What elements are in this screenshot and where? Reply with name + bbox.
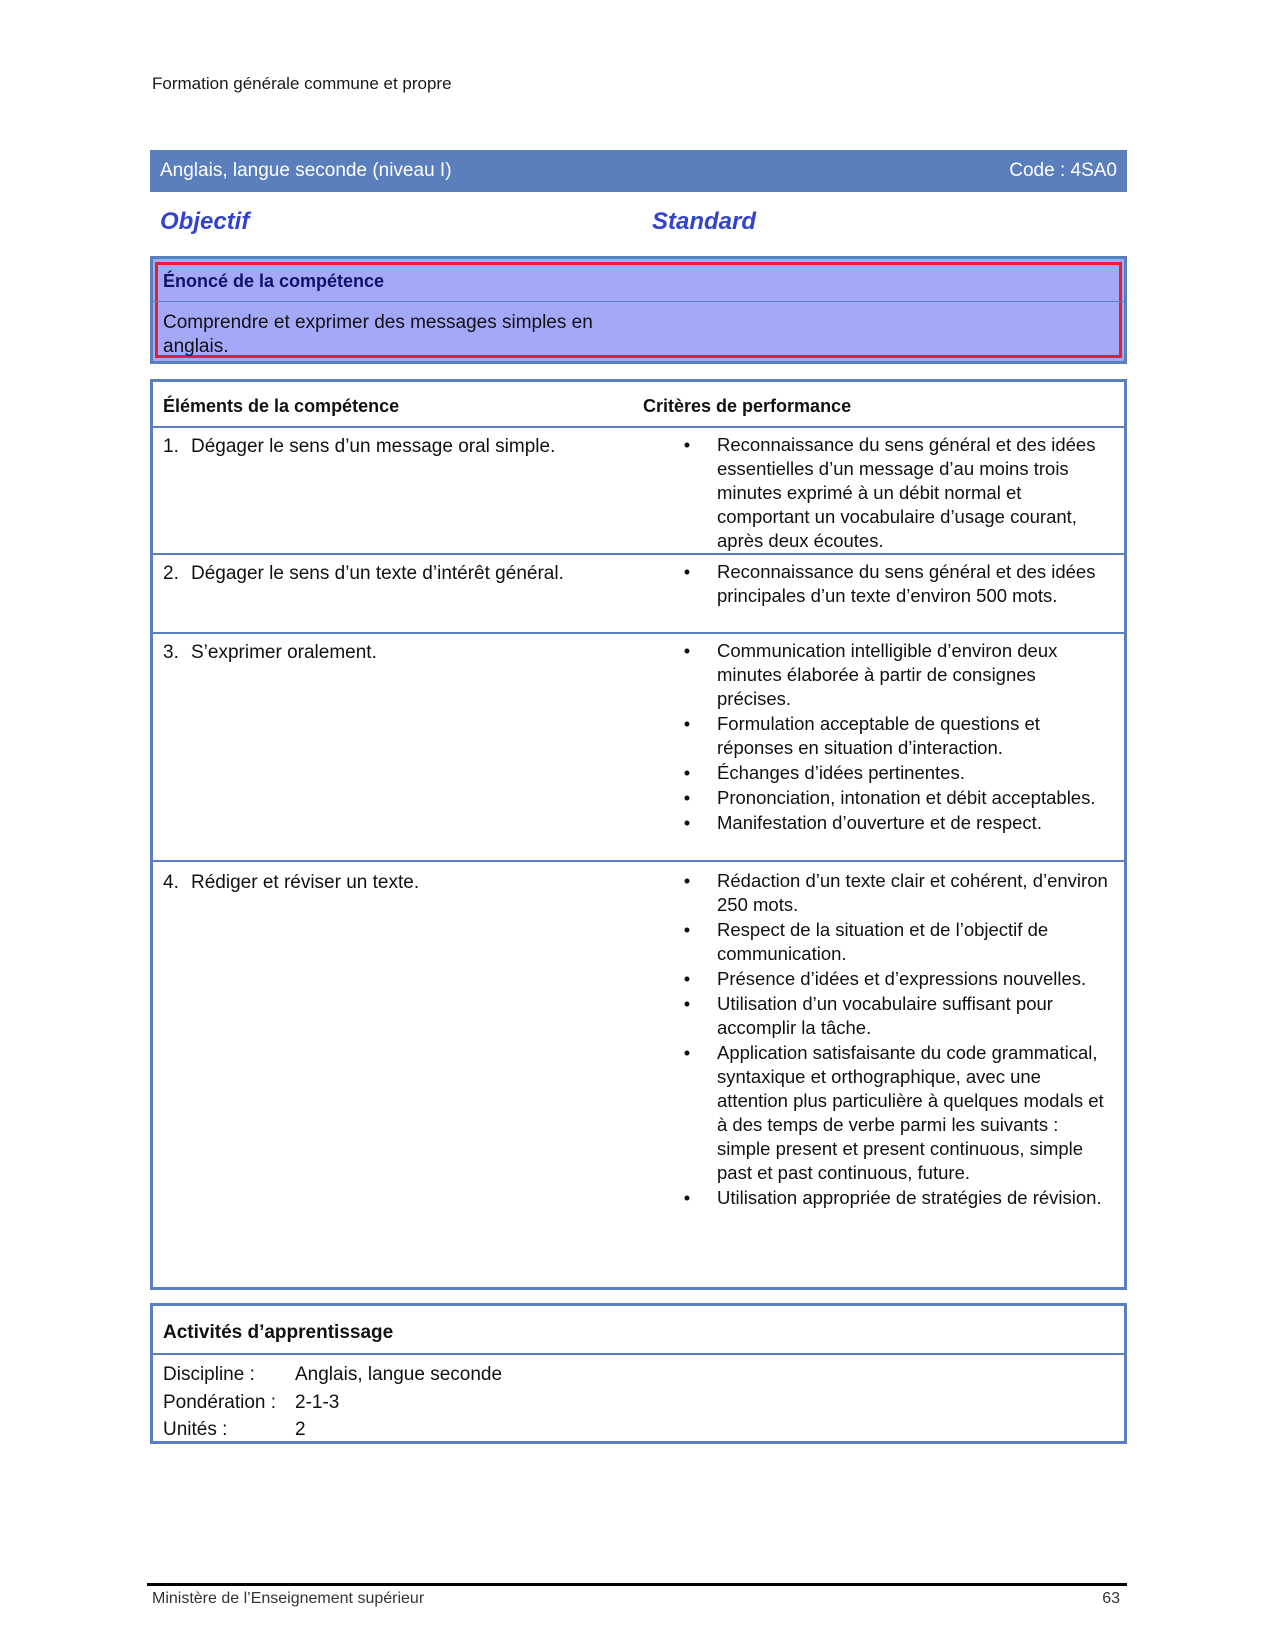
course-title-bar — [150, 150, 1127, 192]
running-header: Formation générale commune et propre — [152, 74, 452, 93]
element-3 — [163, 642, 377, 664]
bullet-icon: • — [683, 1187, 691, 1208]
activites-box — [150, 1303, 1127, 1444]
row-divider — [153, 426, 1124, 428]
bullet-icon: • — [683, 812, 691, 833]
standard-heading: Standard — [652, 208, 757, 235]
enonce-text: Comprendre et exprimer des messages simples en anglais. — [163, 312, 593, 357]
discipline-label: Discipline : — [163, 1364, 255, 1385]
criterion-item: • Reconnaissance du sens général et des idées principales d’un texte d’environ 500 mots. — [680, 560, 1110, 608]
criterion-item: • Application satisfaisante du code grammatical, syntaxique et orthographique, avec une attention plus particulière à quelques modals et à des temps de verbe parmi les suivants : simple present et present continuous, simple past et past continuous, future. — [680, 1041, 1110, 1185]
criteria-list-1 — [680, 433, 1110, 554]
col-header-elements: Éléments de la compétence — [163, 396, 400, 416]
discipline-value: Anglais, langue seconde — [295, 1364, 503, 1385]
bullet-icon: • — [683, 561, 691, 582]
element-number: 3. — [163, 642, 179, 663]
objectif-heading: Objectif — [160, 208, 250, 235]
unites-value: 2 — [295, 1419, 306, 1440]
row-divider — [153, 632, 1124, 634]
criteria-list-3 — [680, 639, 1110, 836]
element-label: Dégager le sens d’un texte d’intérêt général. — [191, 563, 564, 584]
criterion-item: • Prononciation, intonation et débit acceptables. — [680, 786, 1110, 810]
element-2 — [163, 563, 564, 585]
footer-rule — [147, 1583, 1127, 1586]
criterion-item: • Échanges d’idées pertinentes. — [680, 761, 1110, 785]
criterion-item: • Présence d’idées et d’expressions nouvelles. — [680, 967, 1110, 991]
enonce-box — [150, 256, 1127, 364]
discipline-row — [163, 1364, 502, 1386]
criterion-item: • Respect de la situation et de l’objectif de communication. — [680, 918, 1110, 966]
criterion-item: • Reconnaissance du sens général et des idées essentielles d’un message d’au moins trois minutes exprimé à un débit normal et comportant un vocabulaire d’usage courant, après deux écoutes. — [680, 433, 1110, 553]
criterion-item: • Manifestation d’ouverture et de respect. — [680, 811, 1110, 835]
row-divider — [153, 553, 1124, 555]
element-label: Rédiger et réviser un texte. — [191, 872, 420, 893]
bullet-icon: • — [683, 919, 691, 940]
enonce-title: Énoncé de la compétence — [163, 271, 385, 291]
ponderation-value: 2-1-3 — [295, 1392, 340, 1413]
activites-title: Activités d’apprentissage — [163, 1322, 394, 1343]
unites-label: Unités : — [163, 1419, 228, 1440]
element-1 — [163, 436, 555, 458]
criterion-item: • Communication intelligible d’environ deux minutes élaborée à partir de consignes précises. — [680, 639, 1110, 711]
footer-ministry: Ministère de l’Enseignement supérieur — [152, 1590, 425, 1607]
enonce-divider — [153, 301, 1124, 302]
course-title: Anglais, langue seconde (niveau I) — [160, 160, 452, 181]
ponderation-row — [163, 1392, 339, 1414]
unites-row — [163, 1419, 306, 1441]
bullet-icon: • — [683, 640, 691, 661]
bullet-icon: • — [683, 1042, 691, 1063]
criterion-item: • Rédaction d’un texte clair et cohérent, d’environ 250 mots. — [680, 869, 1110, 917]
criterion-item: • Formulation acceptable de questions et réponses en situation d’interaction. — [680, 712, 1110, 760]
element-4 — [163, 872, 419, 894]
criteria-list-4 — [680, 869, 1110, 1211]
ponderation-label: Pondération : — [163, 1392, 277, 1413]
bullet-icon: • — [683, 870, 691, 891]
criterion-item: • Utilisation d’un vocabulaire suffisant pour accomplir la tâche. — [680, 992, 1110, 1040]
bullet-icon: • — [683, 434, 691, 455]
bullet-icon: • — [683, 787, 691, 808]
activites-divider — [153, 1353, 1124, 1355]
bullet-icon: • — [683, 968, 691, 989]
element-number: 4. — [163, 872, 179, 893]
col-header-criteres: Critères de performance — [643, 396, 852, 416]
page-number: 63 — [1102, 1590, 1120, 1607]
element-number: 1. — [163, 436, 179, 457]
bullet-icon: • — [683, 713, 691, 734]
elements-table — [150, 379, 1127, 1290]
element-label: S’exprimer oralement. — [191, 642, 377, 663]
element-label: Dégager le sens d’un message oral simple. — [191, 436, 556, 457]
criterion-item: • Utilisation appropriée de stratégies de révision. — [680, 1186, 1110, 1210]
element-number: 2. — [163, 563, 179, 584]
bullet-icon: • — [683, 762, 691, 783]
bullet-icon: • — [683, 993, 691, 1014]
criteria-list-2 — [680, 560, 1110, 609]
course-code: Code : 4SA0 — [1009, 160, 1117, 181]
row-divider — [153, 860, 1124, 862]
